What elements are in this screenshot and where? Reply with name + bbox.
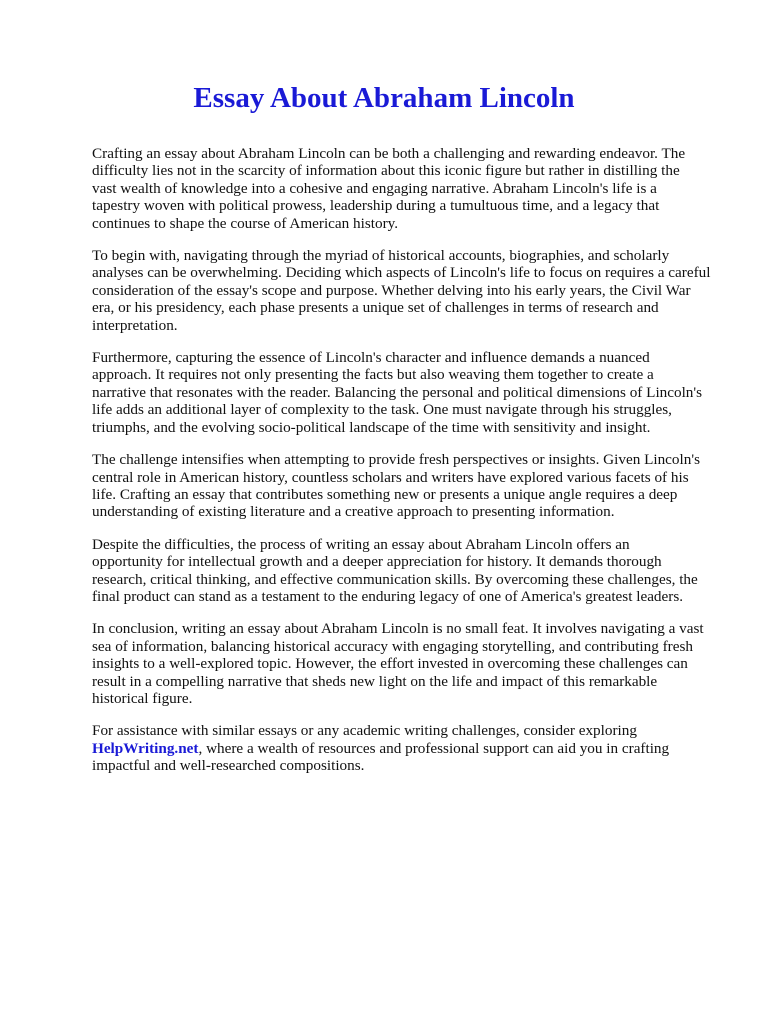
text-line: analyses can be overwhelming. Deciding which aspects of Lincoln's life to focus on requires a careful bbox=[92, 264, 711, 282]
text-line: central role in American history, countless scholars and writers have explored various facets of his bbox=[92, 468, 689, 486]
text-line: life adds an additional layer of complexity to the task. One must navigate through his struggles, bbox=[92, 401, 672, 419]
text-line: approach. It requires not only presenting the facts but also weaving them together to create a bbox=[92, 366, 654, 384]
text-line-with-link bbox=[92, 740, 728, 757]
text-line: difficulty lies not in the scarcity of information about this iconic figure but rather in distilling the bbox=[92, 162, 680, 180]
paragraph-research bbox=[92, 247, 728, 334]
paragraph-challenge bbox=[92, 451, 728, 521]
text-line: historical figure. bbox=[92, 689, 193, 707]
paragraph-character bbox=[92, 349, 728, 436]
text-line: life. Crafting an essay that contributes something new or presents a unique angle requires a deep bbox=[92, 485, 678, 503]
text-line: Furthermore, capturing the essence of Lincoln's character and influence demands a nuanced bbox=[92, 349, 650, 367]
paragraph-conclusion bbox=[92, 620, 728, 707]
text-line: opportunity for intellectual growth and a deeper appreciation for history. It demands thorough bbox=[92, 553, 662, 571]
paragraph-assistance bbox=[92, 722, 728, 774]
text-line: To begin with, navigating through the myriad of historical accounts, biographies, and scholarly bbox=[92, 247, 670, 265]
text-fragment: , where a wealth of resources and professional support can aid you in crafting bbox=[198, 739, 670, 757]
text-line: understanding of existing literature and a creative approach to presenting information. bbox=[92, 503, 615, 521]
text-line: continues to shape the course of American history. bbox=[92, 214, 399, 232]
text-line: In conclusion, writing an essay about Abraham Lincoln is no small feat. It involves navigating a vast bbox=[92, 620, 704, 638]
text-line: tapestry woven with political prowess, leadership during a tumultuous time, and a legacy that bbox=[92, 197, 660, 215]
text-line: The challenge intensifies when attempting to provide fresh perspectives or insights. Given Lincoln's bbox=[92, 451, 700, 469]
text-line: research, critical thinking, and effective communication skills. By overcoming these challenges, the bbox=[92, 570, 698, 588]
text-line: Crafting an essay about Abraham Lincoln can be both a challenging and rewarding endeavor. The bbox=[92, 145, 686, 162]
paragraph-opportunity bbox=[92, 536, 728, 606]
text-line: era, or his presidency, each phase presents a unique set of challenges in terms of research and bbox=[92, 299, 659, 317]
text-line: sea of information, balancing historical accuracy with engaging storytelling, and contributing fresh bbox=[92, 637, 693, 655]
text-line: result in a compelling narrative that sheds new light on the life and impact of this remarkable bbox=[92, 672, 658, 690]
helpwriting-link[interactable]: HelpWriting.net bbox=[92, 739, 199, 757]
text-line: Despite the difficulties, the process of writing an essay about Abraham Lincoln offers an bbox=[92, 535, 630, 553]
essay-body bbox=[92, 145, 728, 790]
text-line: impactful and well-researched compositions. bbox=[92, 757, 365, 775]
text-line: For assistance with similar essays or any academic writing challenges, consider exploring bbox=[92, 722, 637, 740]
text-line: final product can stand as a testament to the enduring legacy of one of America's greatest leaders. bbox=[92, 587, 684, 605]
text-line: triumphs, and the evolving socio-political landscape of the time with sensitivity and insight. bbox=[92, 418, 651, 436]
page-title: Essay About Abraham Lincoln bbox=[193, 82, 575, 114]
text-line: insights to a well-explored topic. However, the effort invested in overcoming these challenges can bbox=[92, 655, 688, 673]
text-line: vast wealth of knowledge into a cohesive and engaging narrative. Abraham Lincoln's life is a bbox=[92, 179, 657, 197]
paragraph-intro bbox=[92, 145, 728, 232]
text-line: interpretation. bbox=[92, 316, 178, 334]
text-line: narrative that resonates with the reader. Balancing the personal and political dimensions of Lincoln's bbox=[92, 383, 703, 401]
text-line: consideration of the essay's scope and purpose. Whether delving into his early years, the Civil War bbox=[92, 281, 691, 299]
